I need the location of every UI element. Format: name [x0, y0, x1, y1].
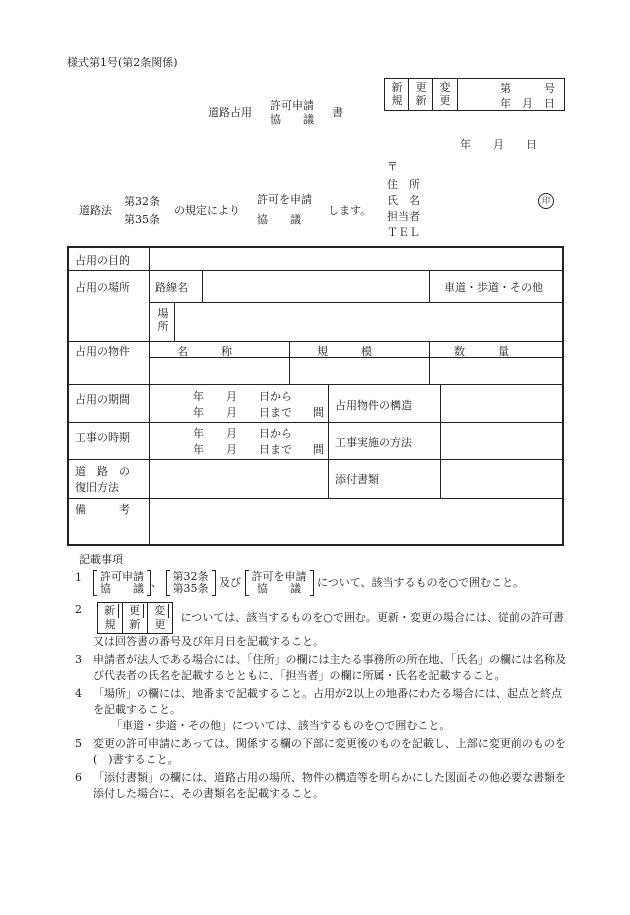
note-3: 3 申請者が法人である場合には、「住所」の欄には主たる事務所の所在地、「氏名」の欄には名称及び代表者の氏名を記載するとともに、「担当者」の欄に所属・氏名を記載すること。	[75, 653, 566, 682]
period-to[interactable]: 年 月 日まで	[193, 406, 292, 419]
type-renew[interactable]: 更 新	[415, 81, 427, 107]
note-6: 6 「添付書類」の欄には、道路占用の場所、物件の構造等を明らかにした図面その他必要な書類を添付した場合に、その書類名を記載すること。	[75, 771, 566, 800]
label-remarks: 備 考	[75, 503, 130, 516]
person-in-charge-label: 担当者	[387, 210, 420, 223]
label-method: 工事実施の方法	[335, 436, 412, 449]
notes-heading: 記載事項	[79, 553, 123, 566]
application-date[interactable]: 年 月 日	[460, 138, 537, 151]
address-label: 住 所	[387, 178, 420, 191]
by-provision: の規定により	[174, 204, 240, 217]
title-option-apply[interactable]: 許可申請	[270, 99, 314, 112]
tel-label: ＴＥＬ	[387, 226, 420, 239]
type-new[interactable]: 新 規	[391, 81, 403, 107]
notes-section	[67, 552, 567, 802]
note-4-sub: 「車道・歩道・その他」については、該当するものを○で囲むこと。	[111, 719, 451, 732]
label-restore-1: 道 路 の	[75, 465, 130, 478]
form-label: 様式第1号(第2条関係)	[67, 56, 178, 69]
permit-number[interactable]: 第 号	[500, 82, 555, 95]
type-change[interactable]: 変 更	[439, 81, 451, 107]
addressee-option-apply[interactable]: 許可を申請	[257, 193, 312, 206]
note-1: 1 許可申請 協 議 、 第32条 第35条 及び 許可を申請 協 議 について、該当するものを○で囲むこと。	[75, 570, 525, 595]
title-suffix: 書	[332, 106, 343, 119]
label-period: 占用の期間	[75, 393, 130, 406]
addressee-suffix: します。	[328, 204, 372, 217]
period-from[interactable]: 年 月 日から	[193, 390, 292, 403]
name-label: 氏 名	[387, 194, 420, 207]
label-purpose: 占用の目的	[75, 254, 130, 267]
label-restore-2: 復旧方法	[75, 481, 119, 494]
title-prefix: 道路占用	[208, 106, 252, 119]
label-object: 占用の物件	[75, 345, 130, 358]
col-quantity: 数 量	[454, 345, 509, 358]
col-scale: 規 模	[317, 345, 372, 358]
road-type-options[interactable]: 車道・歩道・その他	[444, 281, 543, 294]
type-minibox: 新 規 更 新 変 更	[97, 602, 173, 634]
work-from[interactable]: 年 月 日から	[193, 427, 292, 440]
seal-icon: 印	[538, 193, 554, 209]
label-work-time: 工事の時期	[75, 431, 130, 444]
note-4: 4 「場所」の欄には、地番まで記載すること。占用が2以上の地番にわたる場合には、起点と終点を記載すること。 「車道・歩道・その他」については、該当するものを○で囲むこと。	[67, 686, 567, 734]
work-to[interactable]: 年 月 日まで	[193, 443, 292, 456]
title-option-consult[interactable]: 協 議	[270, 113, 314, 126]
label-route-name: 路線名	[155, 281, 188, 294]
label-location: 場 所	[157, 307, 169, 333]
application-table	[67, 246, 564, 546]
article-32[interactable]: 第32条	[124, 195, 160, 208]
label-place: 占用の場所	[75, 281, 130, 294]
article-35[interactable]: 第35条	[124, 213, 160, 226]
col-name: 名 称	[177, 345, 232, 358]
law-name: 道路法	[79, 204, 112, 217]
period-between: 間	[313, 406, 324, 419]
label-attached: 添付書類	[335, 473, 379, 486]
label-structure: 占用物件の構造	[335, 399, 412, 412]
work-between: 間	[313, 443, 324, 456]
note-2: 2 新 規 更 新 変 更 については、該当するものを○で囲む。更新・変更の場合には、従前の許可書又は回答書の番号及び年月日を記載すること。	[75, 603, 564, 648]
permit-date[interactable]: 年 月 日	[500, 97, 555, 110]
note-5: 5 変更の許可申請にあっては、関係する欄の下部に変更後のものを記載し、上部に変更前のものを( )書すること。	[75, 737, 566, 766]
addressee-option-consult[interactable]: 協 議	[257, 213, 301, 226]
postal-mark: 〒	[387, 160, 398, 173]
